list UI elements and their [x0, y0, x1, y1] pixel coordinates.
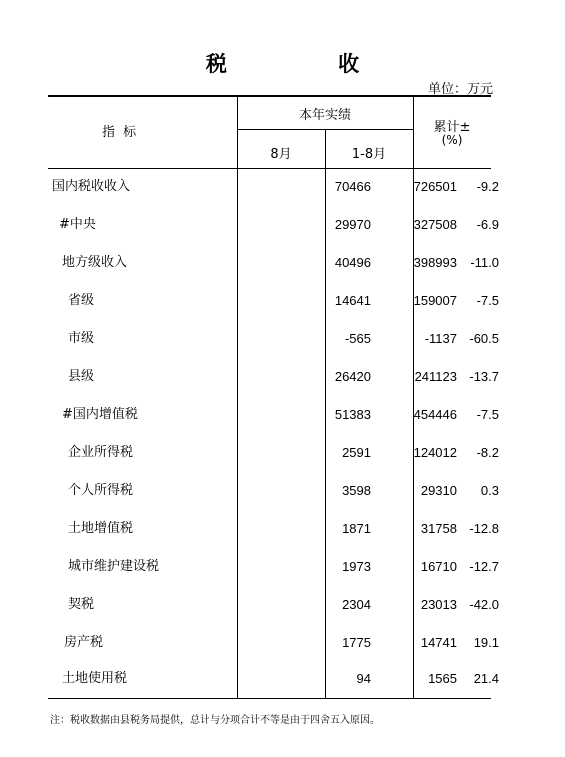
ytd-value: 29310	[420, 483, 457, 498]
table-row	[48, 168, 499, 206]
table-bottom-rule	[48, 698, 491, 699]
month-value: 51383	[334, 407, 371, 422]
row-label: 房产税	[64, 635, 104, 650]
table-row	[48, 660, 499, 698]
table-row	[48, 358, 499, 396]
change-value: -7.5	[476, 293, 499, 308]
row-label: #国内增值税	[62, 407, 138, 422]
table-row	[48, 548, 499, 586]
ytd-value: 726501	[413, 179, 457, 194]
ytd-value: 241123	[414, 369, 457, 384]
row-label: 土地使用税	[62, 671, 128, 686]
table-row	[48, 434, 499, 472]
table-row	[48, 320, 499, 358]
row-label: 地方级收入	[62, 255, 128, 270]
header-indicator: 指 标	[102, 125, 139, 140]
month-value: 2591	[342, 445, 371, 460]
change-value: -13.7	[469, 369, 499, 384]
row-label: 市级	[68, 331, 95, 346]
header-month: 8月	[270, 147, 292, 162]
change-value: -9.2	[476, 179, 499, 194]
table-row	[48, 510, 499, 548]
change-value: 0.3	[480, 483, 499, 498]
footnote: 注：税收数据由县税务局提供，总计与分项合计不等是由于四舍五入原因。	[50, 715, 380, 726]
table-row	[48, 282, 499, 320]
table-row	[48, 206, 499, 244]
ytd-value: 124012	[413, 445, 457, 460]
table-row	[48, 244, 499, 282]
unit-label: 单位：万元	[427, 82, 493, 97]
month-value: 70466	[334, 179, 371, 194]
change-value: 21.4	[473, 671, 499, 686]
row-label: 省级	[68, 293, 95, 308]
table-row	[48, 396, 499, 434]
ytd-value: 31758	[420, 521, 457, 536]
change-value: -12.8	[469, 521, 499, 536]
page-title: 税 收	[205, 52, 412, 76]
row-label: 个人所得税	[68, 483, 134, 498]
row-label: 契税	[68, 597, 95, 612]
table-row	[48, 472, 499, 510]
ytd-value: -1137	[424, 331, 457, 346]
table-row	[48, 586, 499, 624]
change-value: -11.0	[470, 255, 499, 270]
ytd-value: 14741	[420, 635, 457, 650]
month-value: -565	[344, 331, 371, 346]
month-value: 3598	[342, 483, 371, 498]
month-value: 40496	[334, 255, 371, 270]
change-value: -42.0	[469, 597, 499, 612]
change-value: -7.5	[476, 407, 499, 422]
month-value: 26420	[334, 369, 371, 384]
ytd-value: 454446	[413, 407, 457, 422]
ytd-value: 1565	[428, 671, 457, 686]
row-label: 城市维护建设税	[68, 559, 160, 574]
ytd-value: 398993	[413, 255, 457, 270]
ytd-value: 23013	[420, 597, 457, 612]
row-label: 土地增值税	[68, 521, 134, 536]
header-cumulative: 累计±	[433, 120, 471, 135]
month-value: 29970	[334, 217, 371, 232]
header-ytd: 1-8月	[351, 147, 387, 162]
row-label: 县级	[68, 369, 95, 384]
month-value: 14641	[334, 293, 371, 308]
change-value: 19.1	[473, 635, 499, 650]
month-value: 1973	[342, 559, 371, 574]
month-value: 94	[356, 671, 371, 686]
row-label: 企业所得税	[68, 445, 134, 460]
change-value: -60.5	[469, 331, 499, 346]
header-current-year: 本年实绩	[298, 108, 351, 123]
month-value: 1775	[342, 635, 371, 650]
change-value: -12.7	[469, 559, 499, 574]
change-value: -8.2	[476, 445, 499, 460]
ytd-value: 327508	[413, 217, 457, 232]
row-label: 国内税收收入	[52, 179, 131, 194]
change-value: -6.9	[476, 217, 499, 232]
ytd-value: 159007	[413, 293, 457, 308]
table-row	[48, 624, 499, 662]
month-value: 2304	[342, 597, 371, 612]
row-label: #中央	[59, 217, 96, 232]
table-top-rule	[48, 95, 491, 97]
header-cumulative-unit: (%)	[441, 133, 463, 147]
ytd-value: 16710	[420, 559, 457, 574]
month-value: 1871	[342, 521, 371, 536]
